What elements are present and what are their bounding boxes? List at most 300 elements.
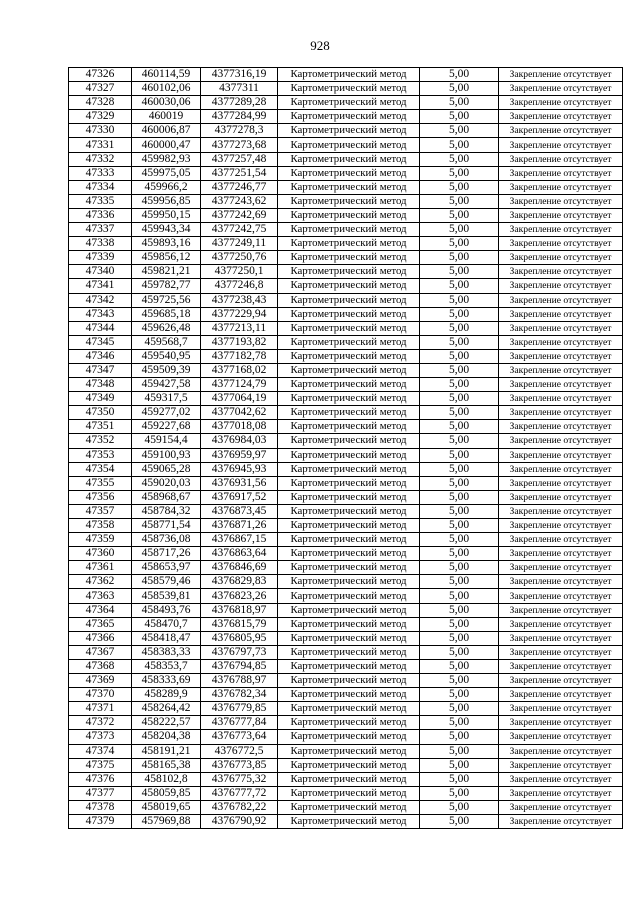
y-coordinate-cell: 4376790,92 bbox=[201, 814, 278, 828]
table-row bbox=[69, 814, 623, 828]
x-coordinate-cell: 459277,02 bbox=[132, 406, 201, 420]
y-coordinate-cell: 4377273,68 bbox=[201, 138, 278, 152]
x-coordinate-cell: 458264,42 bbox=[132, 702, 201, 716]
fixation-status-cell: Закрепление отсутствует bbox=[499, 335, 623, 349]
table-row bbox=[69, 96, 623, 110]
table-row bbox=[69, 166, 623, 180]
y-coordinate-cell: 4377250,1 bbox=[201, 265, 278, 279]
page-number: 928 bbox=[310, 38, 330, 53]
point-number-cell: 47327 bbox=[69, 82, 132, 96]
y-coordinate-cell: 4376777,84 bbox=[201, 716, 278, 730]
accuracy-cell: 5,00 bbox=[420, 110, 499, 124]
y-coordinate-cell: 4376984,03 bbox=[201, 434, 278, 448]
method-cell: Картометрический метод bbox=[278, 744, 420, 758]
table-row bbox=[69, 82, 623, 96]
fixation-status-cell: Закрепление отсутствует bbox=[499, 561, 623, 575]
point-number-cell: 47365 bbox=[69, 617, 132, 631]
y-coordinate-cell: 4376772,5 bbox=[201, 744, 278, 758]
accuracy-cell: 5,00 bbox=[420, 476, 499, 490]
method-cell: Картометрический метод bbox=[278, 378, 420, 392]
method-cell: Картометрический метод bbox=[278, 307, 420, 321]
accuracy-cell: 5,00 bbox=[420, 152, 499, 166]
table-row bbox=[69, 208, 623, 222]
point-number-cell: 47331 bbox=[69, 138, 132, 152]
x-coordinate-cell: 458539,81 bbox=[132, 589, 201, 603]
method-cell: Картометрический метод bbox=[278, 293, 420, 307]
x-coordinate-cell: 459685,18 bbox=[132, 307, 201, 321]
accuracy-cell: 5,00 bbox=[420, 674, 499, 688]
table-row bbox=[69, 335, 623, 349]
x-coordinate-cell: 460102,06 bbox=[132, 82, 201, 96]
point-number-cell: 47354 bbox=[69, 462, 132, 476]
table-row bbox=[69, 110, 623, 124]
fixation-status-cell: Закрепление отсутствует bbox=[499, 194, 623, 208]
method-cell: Картометрический метод bbox=[278, 589, 420, 603]
point-number-cell: 47376 bbox=[69, 772, 132, 786]
point-number-cell: 47351 bbox=[69, 420, 132, 434]
y-coordinate-cell: 4376863,64 bbox=[201, 547, 278, 561]
y-coordinate-cell: 4376775,32 bbox=[201, 772, 278, 786]
point-number-cell: 47341 bbox=[69, 279, 132, 293]
fixation-status-cell: Закрепление отсутствует bbox=[499, 659, 623, 673]
accuracy-cell: 5,00 bbox=[420, 786, 499, 800]
fixation-status-cell: Закрепление отсутствует bbox=[499, 589, 623, 603]
fixation-status-cell: Закрепление отсутствует bbox=[499, 462, 623, 476]
table-row bbox=[69, 180, 623, 194]
point-number-cell: 47355 bbox=[69, 476, 132, 490]
accuracy-cell: 5,00 bbox=[420, 363, 499, 377]
x-coordinate-cell: 458165,38 bbox=[132, 758, 201, 772]
y-coordinate-cell: 4377257,48 bbox=[201, 152, 278, 166]
method-cell: Картометрический метод bbox=[278, 68, 420, 82]
accuracy-cell: 5,00 bbox=[420, 265, 499, 279]
accuracy-cell: 5,00 bbox=[420, 603, 499, 617]
method-cell: Картометрический метод bbox=[278, 194, 420, 208]
fixation-status-cell: Закрепление отсутствует bbox=[499, 744, 623, 758]
table-row bbox=[69, 533, 623, 547]
point-number-cell: 47366 bbox=[69, 631, 132, 645]
table-row bbox=[69, 349, 623, 363]
table-row bbox=[69, 152, 623, 166]
x-coordinate-cell: 458353,7 bbox=[132, 659, 201, 673]
point-number-cell: 47340 bbox=[69, 265, 132, 279]
table-row bbox=[69, 702, 623, 716]
accuracy-cell: 5,00 bbox=[420, 208, 499, 222]
accuracy-cell: 5,00 bbox=[420, 575, 499, 589]
y-coordinate-cell: 4377249,11 bbox=[201, 237, 278, 251]
accuracy-cell: 5,00 bbox=[420, 293, 499, 307]
x-coordinate-cell: 459317,5 bbox=[132, 392, 201, 406]
point-number-cell: 47357 bbox=[69, 504, 132, 518]
x-coordinate-cell: 459626,48 bbox=[132, 321, 201, 335]
y-coordinate-cell: 4377289,28 bbox=[201, 96, 278, 110]
point-number-cell: 47326 bbox=[69, 68, 132, 82]
accuracy-cell: 5,00 bbox=[420, 180, 499, 194]
method-cell: Картометрический метод bbox=[278, 645, 420, 659]
y-coordinate-cell: 4376805,95 bbox=[201, 631, 278, 645]
y-coordinate-cell: 4376773,85 bbox=[201, 758, 278, 772]
x-coordinate-cell: 459821,21 bbox=[132, 265, 201, 279]
x-coordinate-cell: 458191,21 bbox=[132, 744, 201, 758]
method-cell: Картометрический метод bbox=[278, 237, 420, 251]
y-coordinate-cell: 4377213,11 bbox=[201, 321, 278, 335]
fixation-status-cell: Закрепление отсутствует bbox=[499, 293, 623, 307]
accuracy-cell: 5,00 bbox=[420, 138, 499, 152]
method-cell: Картометрический метод bbox=[278, 434, 420, 448]
table-row bbox=[69, 659, 623, 673]
y-coordinate-cell: 4377284,99 bbox=[201, 110, 278, 124]
point-number-cell: 47344 bbox=[69, 321, 132, 335]
y-coordinate-cell: 4376794,85 bbox=[201, 659, 278, 673]
method-cell: Картометрический метод bbox=[278, 519, 420, 533]
method-cell: Картометрический метод bbox=[278, 631, 420, 645]
method-cell: Картометрический метод bbox=[278, 533, 420, 547]
point-number-cell: 47352 bbox=[69, 434, 132, 448]
method-cell: Картометрический метод bbox=[278, 335, 420, 349]
point-number-cell: 47372 bbox=[69, 716, 132, 730]
accuracy-cell: 5,00 bbox=[420, 96, 499, 110]
method-cell: Картометрический метод bbox=[278, 251, 420, 265]
table-row bbox=[69, 251, 623, 265]
accuracy-cell: 5,00 bbox=[420, 462, 499, 476]
method-cell: Картометрический метод bbox=[278, 674, 420, 688]
fixation-status-cell: Закрепление отсутствует bbox=[499, 223, 623, 237]
fixation-status-cell: Закрепление отсутствует bbox=[499, 378, 623, 392]
table-row bbox=[69, 378, 623, 392]
x-coordinate-cell: 460030,06 bbox=[132, 96, 201, 110]
table-row bbox=[69, 462, 623, 476]
x-coordinate-cell: 458289,9 bbox=[132, 688, 201, 702]
x-coordinate-cell: 459509,39 bbox=[132, 363, 201, 377]
fixation-status-cell: Закрепление отсутствует bbox=[499, 110, 623, 124]
accuracy-cell: 5,00 bbox=[420, 490, 499, 504]
accuracy-cell: 5,00 bbox=[420, 223, 499, 237]
point-number-cell: 47342 bbox=[69, 293, 132, 307]
point-number-cell: 47363 bbox=[69, 589, 132, 603]
method-cell: Картометрический метод bbox=[278, 716, 420, 730]
x-coordinate-cell: 459020,03 bbox=[132, 476, 201, 490]
accuracy-cell: 5,00 bbox=[420, 645, 499, 659]
fixation-status-cell: Закрепление отсутствует bbox=[499, 645, 623, 659]
method-cell: Картометрический метод bbox=[278, 800, 420, 814]
y-coordinate-cell: 4377246,8 bbox=[201, 279, 278, 293]
point-number-cell: 47329 bbox=[69, 110, 132, 124]
point-number-cell: 47345 bbox=[69, 335, 132, 349]
x-coordinate-cell: 459100,93 bbox=[132, 448, 201, 462]
y-coordinate-cell: 4377182,78 bbox=[201, 349, 278, 363]
fixation-status-cell: Закрепление отсутствует bbox=[499, 321, 623, 335]
accuracy-cell: 5,00 bbox=[420, 378, 499, 392]
accuracy-cell: 5,00 bbox=[420, 744, 499, 758]
fixation-status-cell: Закрепление отсутствует bbox=[499, 533, 623, 547]
table-row bbox=[69, 124, 623, 138]
table-row bbox=[69, 547, 623, 561]
accuracy-cell: 5,00 bbox=[420, 392, 499, 406]
x-coordinate-cell: 458653,97 bbox=[132, 561, 201, 575]
accuracy-cell: 5,00 bbox=[420, 716, 499, 730]
method-cell: Картометрический метод bbox=[278, 490, 420, 504]
fixation-status-cell: Закрепление отсутствует bbox=[499, 406, 623, 420]
fixation-status-cell: Закрепление отсутствует bbox=[499, 124, 623, 138]
y-coordinate-cell: 4377168,02 bbox=[201, 363, 278, 377]
point-number-cell: 47349 bbox=[69, 392, 132, 406]
accuracy-cell: 5,00 bbox=[420, 307, 499, 321]
table-row bbox=[69, 772, 623, 786]
table-row bbox=[69, 194, 623, 208]
table-row bbox=[69, 730, 623, 744]
x-coordinate-cell: 460006,87 bbox=[132, 124, 201, 138]
point-number-cell: 47359 bbox=[69, 533, 132, 547]
y-coordinate-cell: 4376797,73 bbox=[201, 645, 278, 659]
y-coordinate-cell: 4377042,62 bbox=[201, 406, 278, 420]
method-cell: Картометрический метод bbox=[278, 392, 420, 406]
table-row bbox=[69, 68, 623, 82]
accuracy-cell: 5,00 bbox=[420, 448, 499, 462]
fixation-status-cell: Закрепление отсутствует bbox=[499, 547, 623, 561]
accuracy-cell: 5,00 bbox=[420, 533, 499, 547]
accuracy-cell: 5,00 bbox=[420, 420, 499, 434]
x-coordinate-cell: 458968,67 bbox=[132, 490, 201, 504]
y-coordinate-cell: 4377246,77 bbox=[201, 180, 278, 194]
x-coordinate-cell: 459227,68 bbox=[132, 420, 201, 434]
x-coordinate-cell: 459065,28 bbox=[132, 462, 201, 476]
x-coordinate-cell: 459975,05 bbox=[132, 166, 201, 180]
x-coordinate-cell: 458771,54 bbox=[132, 519, 201, 533]
method-cell: Картометрический метод bbox=[278, 814, 420, 828]
method-cell: Картометрический метод bbox=[278, 349, 420, 363]
method-cell: Картометрический метод bbox=[278, 166, 420, 180]
fixation-status-cell: Закрепление отсутствует bbox=[499, 772, 623, 786]
method-cell: Картометрический метод bbox=[278, 659, 420, 673]
fixation-status-cell: Закрепление отсутствует bbox=[499, 251, 623, 265]
method-cell: Картометрический метод bbox=[278, 575, 420, 589]
table-row bbox=[69, 758, 623, 772]
table-row bbox=[69, 420, 623, 434]
x-coordinate-cell: 460019 bbox=[132, 110, 201, 124]
point-number-cell: 47362 bbox=[69, 575, 132, 589]
method-cell: Картометрический метод bbox=[278, 786, 420, 800]
table-row bbox=[69, 392, 623, 406]
accuracy-cell: 5,00 bbox=[420, 772, 499, 786]
table-row bbox=[69, 617, 623, 631]
accuracy-cell: 5,00 bbox=[420, 166, 499, 180]
table-row bbox=[69, 688, 623, 702]
table-row bbox=[69, 279, 623, 293]
point-number-cell: 47361 bbox=[69, 561, 132, 575]
y-coordinate-cell: 4376867,15 bbox=[201, 533, 278, 547]
method-cell: Картометрический метод bbox=[278, 265, 420, 279]
table-row bbox=[69, 293, 623, 307]
accuracy-cell: 5,00 bbox=[420, 251, 499, 265]
fixation-status-cell: Закрепление отсутствует bbox=[499, 504, 623, 518]
x-coordinate-cell: 458059,85 bbox=[132, 786, 201, 800]
accuracy-cell: 5,00 bbox=[420, 124, 499, 138]
point-number-cell: 47328 bbox=[69, 96, 132, 110]
table-row bbox=[69, 321, 623, 335]
y-coordinate-cell: 4376777,72 bbox=[201, 786, 278, 800]
accuracy-cell: 5,00 bbox=[420, 561, 499, 575]
table-row bbox=[69, 307, 623, 321]
y-coordinate-cell: 4376829,83 bbox=[201, 575, 278, 589]
x-coordinate-cell: 460000,47 bbox=[132, 138, 201, 152]
accuracy-cell: 5,00 bbox=[420, 321, 499, 335]
fixation-status-cell: Закрепление отсутствует bbox=[499, 688, 623, 702]
method-cell: Картометрический метод bbox=[278, 603, 420, 617]
fixation-status-cell: Закрепление отсутствует bbox=[499, 575, 623, 589]
method-cell: Картометрический метод bbox=[278, 138, 420, 152]
accuracy-cell: 5,00 bbox=[420, 82, 499, 96]
coordinates-table bbox=[68, 67, 623, 829]
accuracy-cell: 5,00 bbox=[420, 631, 499, 645]
table-row bbox=[69, 265, 623, 279]
fixation-status-cell: Закрепление отсутствует bbox=[499, 349, 623, 363]
point-number-cell: 47373 bbox=[69, 730, 132, 744]
accuracy-cell: 5,00 bbox=[420, 617, 499, 631]
point-number-cell: 47374 bbox=[69, 744, 132, 758]
fixation-status-cell: Закрепление отсутствует bbox=[499, 166, 623, 180]
method-cell: Картометрический метод bbox=[278, 617, 420, 631]
fixation-status-cell: Закрепление отсутствует bbox=[499, 617, 623, 631]
fixation-status-cell: Закрепление отсутствует bbox=[499, 279, 623, 293]
y-coordinate-cell: 4376945,93 bbox=[201, 462, 278, 476]
method-cell: Картометрический метод bbox=[278, 124, 420, 138]
fixation-status-cell: Закрепление отсутствует bbox=[499, 814, 623, 828]
table-row bbox=[69, 575, 623, 589]
point-number-cell: 47369 bbox=[69, 674, 132, 688]
table-row bbox=[69, 476, 623, 490]
x-coordinate-cell: 458333,69 bbox=[132, 674, 201, 688]
x-coordinate-cell: 458493,76 bbox=[132, 603, 201, 617]
point-number-cell: 47335 bbox=[69, 194, 132, 208]
accuracy-cell: 5,00 bbox=[420, 406, 499, 420]
y-coordinate-cell: 4376815,79 bbox=[201, 617, 278, 631]
x-coordinate-cell: 459956,85 bbox=[132, 194, 201, 208]
fixation-status-cell: Закрепление отсутствует bbox=[499, 674, 623, 688]
point-number-cell: 47353 bbox=[69, 448, 132, 462]
fixation-status-cell: Закрепление отсутствует bbox=[499, 716, 623, 730]
x-coordinate-cell: 458784,32 bbox=[132, 504, 201, 518]
x-coordinate-cell: 458222,57 bbox=[132, 716, 201, 730]
accuracy-cell: 5,00 bbox=[420, 814, 499, 828]
accuracy-cell: 5,00 bbox=[420, 194, 499, 208]
method-cell: Картометрический метод bbox=[278, 152, 420, 166]
point-number-cell: 47339 bbox=[69, 251, 132, 265]
point-number-cell: 47378 bbox=[69, 800, 132, 814]
method-cell: Картометрический метод bbox=[278, 363, 420, 377]
table-row bbox=[69, 504, 623, 518]
method-cell: Картометрический метод bbox=[278, 688, 420, 702]
point-number-cell: 47364 bbox=[69, 603, 132, 617]
fixation-status-cell: Закрепление отсутствует bbox=[499, 603, 623, 617]
fixation-status-cell: Закрепление отсутствует bbox=[499, 490, 623, 504]
y-coordinate-cell: 4376917,52 bbox=[201, 490, 278, 504]
accuracy-cell: 5,00 bbox=[420, 434, 499, 448]
y-coordinate-cell: 4377251,54 bbox=[201, 166, 278, 180]
table-row bbox=[69, 645, 623, 659]
table-row bbox=[69, 786, 623, 800]
coordinates-table-body bbox=[69, 68, 623, 829]
x-coordinate-cell: 458579,46 bbox=[132, 575, 201, 589]
accuracy-cell: 5,00 bbox=[420, 349, 499, 363]
fixation-status-cell: Закрепление отсутствует bbox=[499, 265, 623, 279]
x-coordinate-cell: 459856,12 bbox=[132, 251, 201, 265]
fixation-status-cell: Закрепление отсутствует bbox=[499, 420, 623, 434]
x-coordinate-cell: 460114,59 bbox=[132, 68, 201, 82]
x-coordinate-cell: 459950,15 bbox=[132, 208, 201, 222]
method-cell: Картометрический метод bbox=[278, 758, 420, 772]
point-number-cell: 47332 bbox=[69, 152, 132, 166]
point-number-cell: 47375 bbox=[69, 758, 132, 772]
table-row bbox=[69, 434, 623, 448]
point-number-cell: 47360 bbox=[69, 547, 132, 561]
point-number-cell: 47343 bbox=[69, 307, 132, 321]
accuracy-cell: 5,00 bbox=[420, 688, 499, 702]
y-coordinate-cell: 4376779,85 bbox=[201, 702, 278, 716]
y-coordinate-cell: 4377064,19 bbox=[201, 392, 278, 406]
fixation-status-cell: Закрепление отсутствует bbox=[499, 307, 623, 321]
table-row bbox=[69, 448, 623, 462]
fixation-status-cell: Закрепление отсутствует bbox=[499, 448, 623, 462]
point-number-cell: 47370 bbox=[69, 688, 132, 702]
method-cell: Картометрический метод bbox=[278, 702, 420, 716]
point-number-cell: 47358 bbox=[69, 519, 132, 533]
x-coordinate-cell: 457969,88 bbox=[132, 814, 201, 828]
y-coordinate-cell: 4377242,75 bbox=[201, 223, 278, 237]
y-coordinate-cell: 4377242,69 bbox=[201, 208, 278, 222]
accuracy-cell: 5,00 bbox=[420, 702, 499, 716]
fixation-status-cell: Закрепление отсутствует bbox=[499, 476, 623, 490]
accuracy-cell: 5,00 bbox=[420, 237, 499, 251]
y-coordinate-cell: 4376873,45 bbox=[201, 504, 278, 518]
method-cell: Картометрический метод bbox=[278, 547, 420, 561]
y-coordinate-cell: 4376773,64 bbox=[201, 730, 278, 744]
y-coordinate-cell: 4376782,22 bbox=[201, 800, 278, 814]
y-coordinate-cell: 4376959,97 bbox=[201, 448, 278, 462]
point-number-cell: 47367 bbox=[69, 645, 132, 659]
x-coordinate-cell: 459982,93 bbox=[132, 152, 201, 166]
table-row bbox=[69, 589, 623, 603]
accuracy-cell: 5,00 bbox=[420, 547, 499, 561]
fixation-status-cell: Закрепление отсутствует bbox=[499, 138, 623, 152]
y-coordinate-cell: 4376931,56 bbox=[201, 476, 278, 490]
fixation-status-cell: Закрепление отсутствует bbox=[499, 208, 623, 222]
point-number-cell: 47356 bbox=[69, 490, 132, 504]
table-row bbox=[69, 223, 623, 237]
method-cell: Картометрический метод bbox=[278, 96, 420, 110]
fixation-status-cell: Закрепление отсутствует bbox=[499, 363, 623, 377]
point-number-cell: 47336 bbox=[69, 208, 132, 222]
method-cell: Картометрический метод bbox=[278, 406, 420, 420]
method-cell: Картометрический метод bbox=[278, 476, 420, 490]
method-cell: Картометрический метод bbox=[278, 223, 420, 237]
fixation-status-cell: Закрепление отсутствует bbox=[499, 631, 623, 645]
y-coordinate-cell: 4377018,08 bbox=[201, 420, 278, 434]
x-coordinate-cell: 458717,26 bbox=[132, 547, 201, 561]
x-coordinate-cell: 458470,7 bbox=[132, 617, 201, 631]
table-row bbox=[69, 519, 623, 533]
x-coordinate-cell: 459568,7 bbox=[132, 335, 201, 349]
method-cell: Картометрический метод bbox=[278, 180, 420, 194]
point-number-cell: 47371 bbox=[69, 702, 132, 716]
method-cell: Картометрический метод bbox=[278, 561, 420, 575]
table-row bbox=[69, 561, 623, 575]
fixation-status-cell: Закрепление отсутствует bbox=[499, 519, 623, 533]
accuracy-cell: 5,00 bbox=[420, 68, 499, 82]
point-number-cell: 47346 bbox=[69, 349, 132, 363]
y-coordinate-cell: 4377250,76 bbox=[201, 251, 278, 265]
x-coordinate-cell: 459782,77 bbox=[132, 279, 201, 293]
fixation-status-cell: Закрепление отсутствует bbox=[499, 180, 623, 194]
